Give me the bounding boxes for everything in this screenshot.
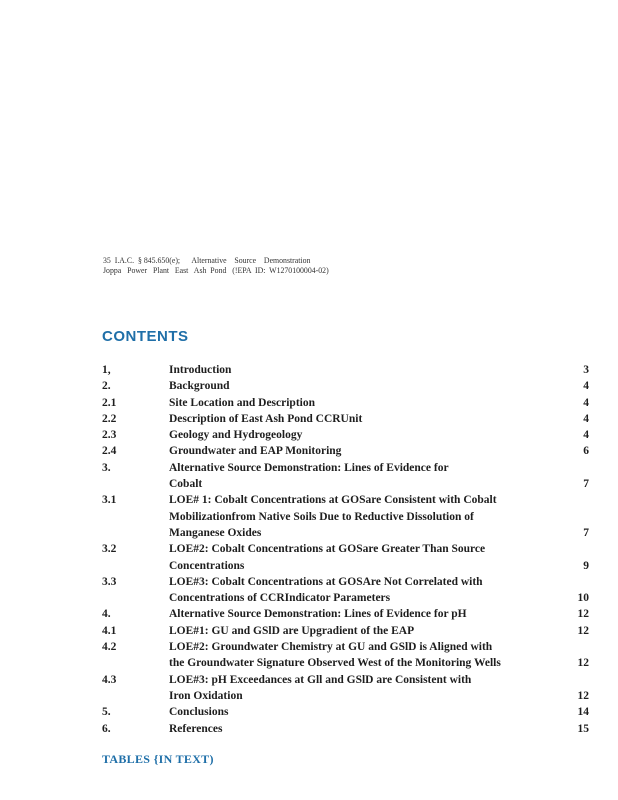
toc-entry-number: 2. <box>102 380 111 393</box>
toc-entry <box>102 704 618 720</box>
toc-entry-page-number: 3 <box>583 364 589 376</box>
toc-entry-title-line: Manganese Oxides <box>169 526 262 539</box>
toc-entry-page-number: 12 <box>577 689 589 702</box>
toc-entry-title-line: LOE#3: pH Exceedances at Gll and GSlD are Consistent with <box>169 673 472 686</box>
toc-entry-title <box>169 378 559 394</box>
toc-entry-page-number: 4 <box>583 396 589 409</box>
toc-entry-title <box>169 672 559 705</box>
toc-entry-number: 5. <box>102 706 111 719</box>
toc-entry-title-line: LOE#2: Groundwater Chemistry at GU and GSlD is Aligned with <box>169 641 493 654</box>
toc-entry <box>102 427 618 443</box>
toc-entry-title <box>169 460 559 493</box>
toc-entry-title <box>169 411 559 427</box>
toc-entry-title <box>169 427 559 443</box>
toc-entry-page-number: 14 <box>577 706 589 719</box>
toc-entry-number: 2.4 <box>102 445 117 458</box>
toc-entry <box>102 443 618 459</box>
toc-entry-page-number: 10 <box>577 592 589 605</box>
toc-entry-title-line: Groundwater and EAP Monitoring <box>169 445 342 458</box>
toc-entry-title-line: Cobalt <box>169 478 203 491</box>
toc-entry-page-number: 9 <box>583 559 589 572</box>
toc-entry-number: 6. <box>102 722 111 735</box>
toc-entry-page-number: 12 <box>577 624 589 637</box>
toc-entry-title <box>169 362 559 378</box>
toc-entry-title-line: Site Location and Description <box>169 396 315 409</box>
table-of-contents <box>102 362 618 737</box>
toc-entry <box>102 623 618 639</box>
document-header-line-2: Joppa Power Plant East Ash Pond (!EPA ID: W1270100004-02) <box>103 265 329 275</box>
toc-entry-page-number: 6 <box>583 445 589 458</box>
toc-entry-page-number: 12 <box>577 608 589 621</box>
toc-entry-title <box>169 574 559 607</box>
toc-entry-number: 3.3 <box>102 575 117 588</box>
contents-heading: CONTENTS <box>102 328 189 345</box>
toc-entry-number: 2.2 <box>102 412 117 425</box>
toc-entry <box>102 721 618 737</box>
toc-entry-title-line: LOE# 1: Cobalt Concentrations at GOSare Consistent with Cobalt <box>169 494 497 507</box>
toc-entry <box>102 672 618 705</box>
toc-entry-number: 4. <box>102 608 111 621</box>
toc-entry-title-line: Background <box>169 380 230 393</box>
toc-entry-title-line: Concentrations <box>169 559 245 572</box>
toc-entry-title-line: LOE#2: Cobalt Concentrations at GOSare Greater Than Source <box>169 543 486 556</box>
toc-entry-page-number: 12 <box>577 657 589 670</box>
toc-entry-title <box>169 541 559 574</box>
toc-entry-title <box>169 623 559 639</box>
toc-entry <box>102 411 618 427</box>
toc-entry-number: 4.1 <box>102 624 117 637</box>
toc-entry-page-number: 4 <box>583 429 589 442</box>
toc-entry-title <box>169 492 559 541</box>
toc-entry-number: 4.2 <box>102 641 117 654</box>
toc-entry-title <box>169 639 559 672</box>
toc-entry <box>102 395 618 411</box>
toc-entry-number: 4.3 <box>102 673 117 686</box>
toc-entry-title-line: LOE#1: GU and GSlD are Upgradient of the EAP <box>169 624 415 637</box>
toc-entry <box>102 378 618 394</box>
toc-entry-number: 2.1 <box>102 396 117 409</box>
toc-entry-title-line: Conclusions <box>169 706 229 719</box>
toc-entry-title-line: Mobilizationfrom Native Soils Due to Reductive Dissolution of <box>169 510 474 523</box>
toc-entry-number: 1, <box>102 364 111 376</box>
toc-entry-title-line: Description of East Ash Pond CCRUnit <box>169 412 363 425</box>
toc-entry-number: 3.1 <box>102 494 117 507</box>
toc-entry-title <box>169 443 559 459</box>
toc-entry-number: 3.2 <box>102 543 117 556</box>
toc-entry-title <box>169 606 559 622</box>
toc-entry <box>102 639 618 672</box>
toc-entry-page-number: 4 <box>583 412 589 425</box>
toc-entry-title-line: the Groundwater Signature Observed West of the Monitoring Wells <box>169 657 501 670</box>
toc-entry-number: 3. <box>102 461 111 474</box>
toc-entry-title-line: Geology and Hydrogeology <box>169 429 303 442</box>
toc-entry-number: 2.3 <box>102 429 117 442</box>
document-header-line-1: 35 I.A.C. § 845.650(e); Alternative Source Demonstration <box>103 255 311 265</box>
toc-entry-title <box>169 721 559 737</box>
toc-entry <box>102 460 618 493</box>
toc-entry-title-line: Iron Oxidation <box>169 689 243 702</box>
toc-entry-page-number: 4 <box>583 380 589 393</box>
toc-entry <box>102 492 618 541</box>
toc-entry-title-line: References <box>169 722 223 735</box>
toc-entry <box>102 362 618 378</box>
toc-entry-title-line: Introduction <box>169 364 232 376</box>
toc-entry-title-line: Concentrations of CCRIndicator Parameters <box>169 592 391 605</box>
toc-entry <box>102 574 618 607</box>
toc-entry-page-number: 7 <box>583 478 589 491</box>
toc-entry-title-line: Alternative Source Demonstration: Lines of Evidence for <box>169 461 449 474</box>
toc-entry-title-line: LOE#3: Cobalt Concentrations at GOSAre Not Correlated with <box>169 575 483 588</box>
toc-entry <box>102 606 618 622</box>
toc-entry-title <box>169 704 559 720</box>
toc-entry <box>102 541 618 574</box>
toc-entry-title-line: Alternative Source Demonstration: Lines of Evidence for pH <box>169 608 467 621</box>
toc-entry-page-number: 7 <box>583 526 589 539</box>
toc-entry-page-number: 15 <box>577 722 589 735</box>
tables-heading: TABLES {IN TEXT) <box>102 752 214 766</box>
toc-entry-title <box>169 395 559 411</box>
